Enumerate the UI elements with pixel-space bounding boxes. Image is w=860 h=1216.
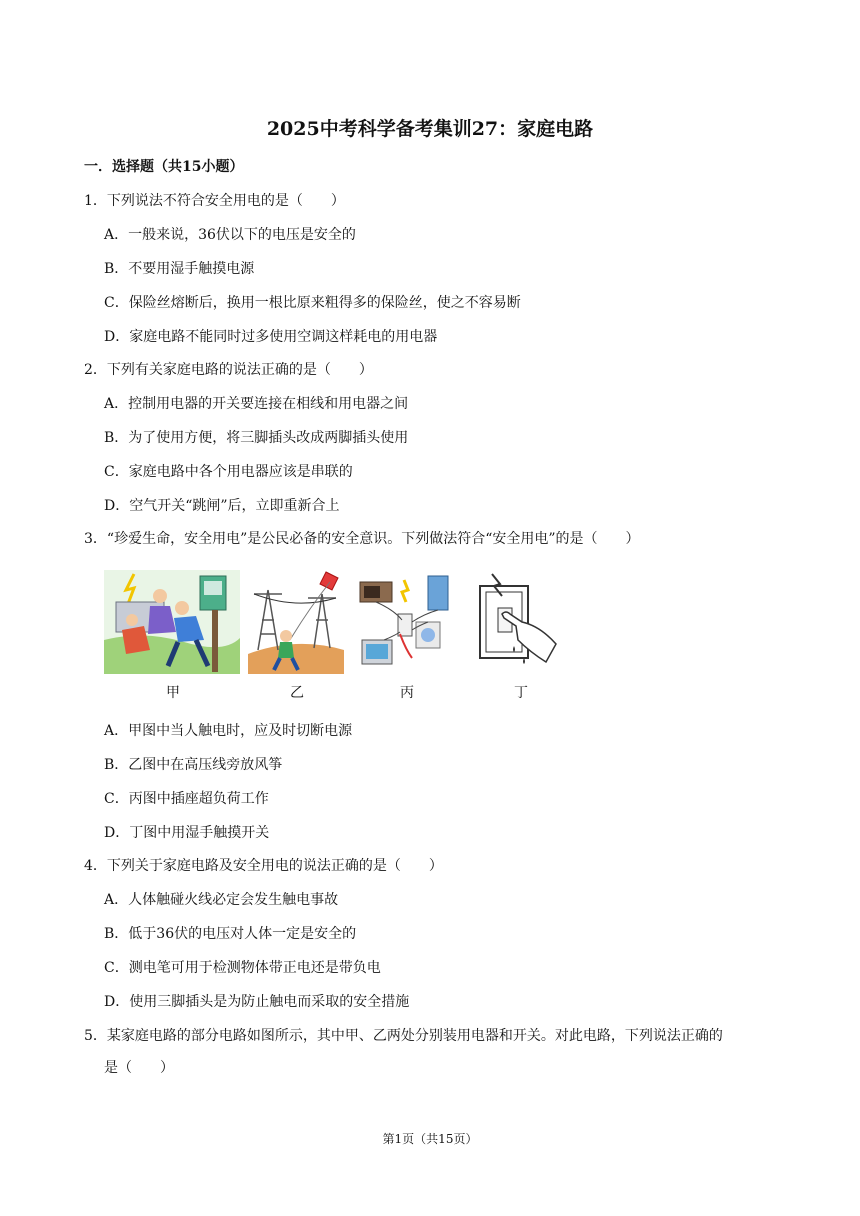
- question-2-option-b: B．为了使用方便，将三脚插头改成两脚插头使用: [104, 430, 409, 446]
- panel-jia-illustration: [104, 570, 240, 674]
- figure-label-yi: 乙: [290, 685, 304, 701]
- question-3-option-b: B．乙图中在高压线旁放风筝: [104, 757, 283, 773]
- question-3-option-d: D．丁图中用湿手触摸开关: [104, 825, 270, 841]
- question-1-option-a: A．一般来说，36伏以下的电压是安全的: [104, 227, 356, 243]
- question-1-option-b: B．不要用湿手触摸电源: [104, 261, 255, 277]
- question-1-option-d: D．家庭电路不能同时过多使用空调这样耗电的用电器: [104, 329, 438, 345]
- question-2-stem: 2．下列有关家庭电路的说法正确的是（ ）: [84, 362, 373, 378]
- question-3-option-c: C．丙图中插座超负荷工作: [104, 791, 269, 807]
- question-1-option-c: C．保险丝熔断后，换用一根比原来粗得多的保险丝，使之不容易断: [104, 295, 521, 311]
- panel-yi-illustration: [248, 570, 344, 674]
- question-4-option-d: D．使用三脚插头是为防止触电而采取的安全措施: [104, 994, 410, 1010]
- question-4-option-b: B．低于36伏的电压对人体一定是安全的: [104, 926, 357, 942]
- question-3-option-a: A．甲图中当人触电时，应及时切断电源: [104, 723, 353, 739]
- question-2-option-d: D．空气开关“跳闸”后，立即重新合上: [104, 498, 340, 514]
- question-4-stem: 4．下列关于家庭电路及安全用电的说法正确的是（ ）: [84, 858, 443, 874]
- question-4-option-c: C．测电笔可用于检测物体带正电还是带负电: [104, 960, 381, 976]
- section-heading: 一．选择题（共15小题）: [84, 159, 244, 175]
- question-1-stem: 1．下列说法不符合安全用电的是（ ）: [84, 193, 345, 209]
- question-3-stem: 3．“珍爱生命，安全用电”是公民必备的安全意识。下列做法符合“安全用电”的是（ ）: [84, 531, 640, 547]
- panel-bing-illustration: [354, 570, 458, 674]
- figure-label-ding: 丁: [514, 685, 528, 701]
- question-4-option-a: A．人体触碰火线必定会发生触电事故: [104, 892, 339, 908]
- question-5-stem: 5．某家庭电路的部分电路如图所示，其中甲、乙两处分别装用电器和开关。对此电路，下列说法正确的: [84, 1028, 723, 1044]
- panel-ding-illustration: [470, 570, 564, 674]
- page-footer: 第1页（共15页）: [382, 1132, 478, 1146]
- page-title: 2025中考科学备考集训27：家庭电路: [266, 118, 594, 140]
- figure-label-jia: 甲: [166, 685, 180, 701]
- question-5-stem-continuation: 是（ ）: [104, 1060, 174, 1076]
- figure-label-bing: 丙: [400, 685, 414, 701]
- question-2-option-c: C．家庭电路中各个用电器应该是串联的: [104, 464, 353, 480]
- question-2-option-a: A．控制用电器的开关要连接在相线和用电器之间: [104, 396, 409, 412]
- question-3-figure: [104, 570, 574, 700]
